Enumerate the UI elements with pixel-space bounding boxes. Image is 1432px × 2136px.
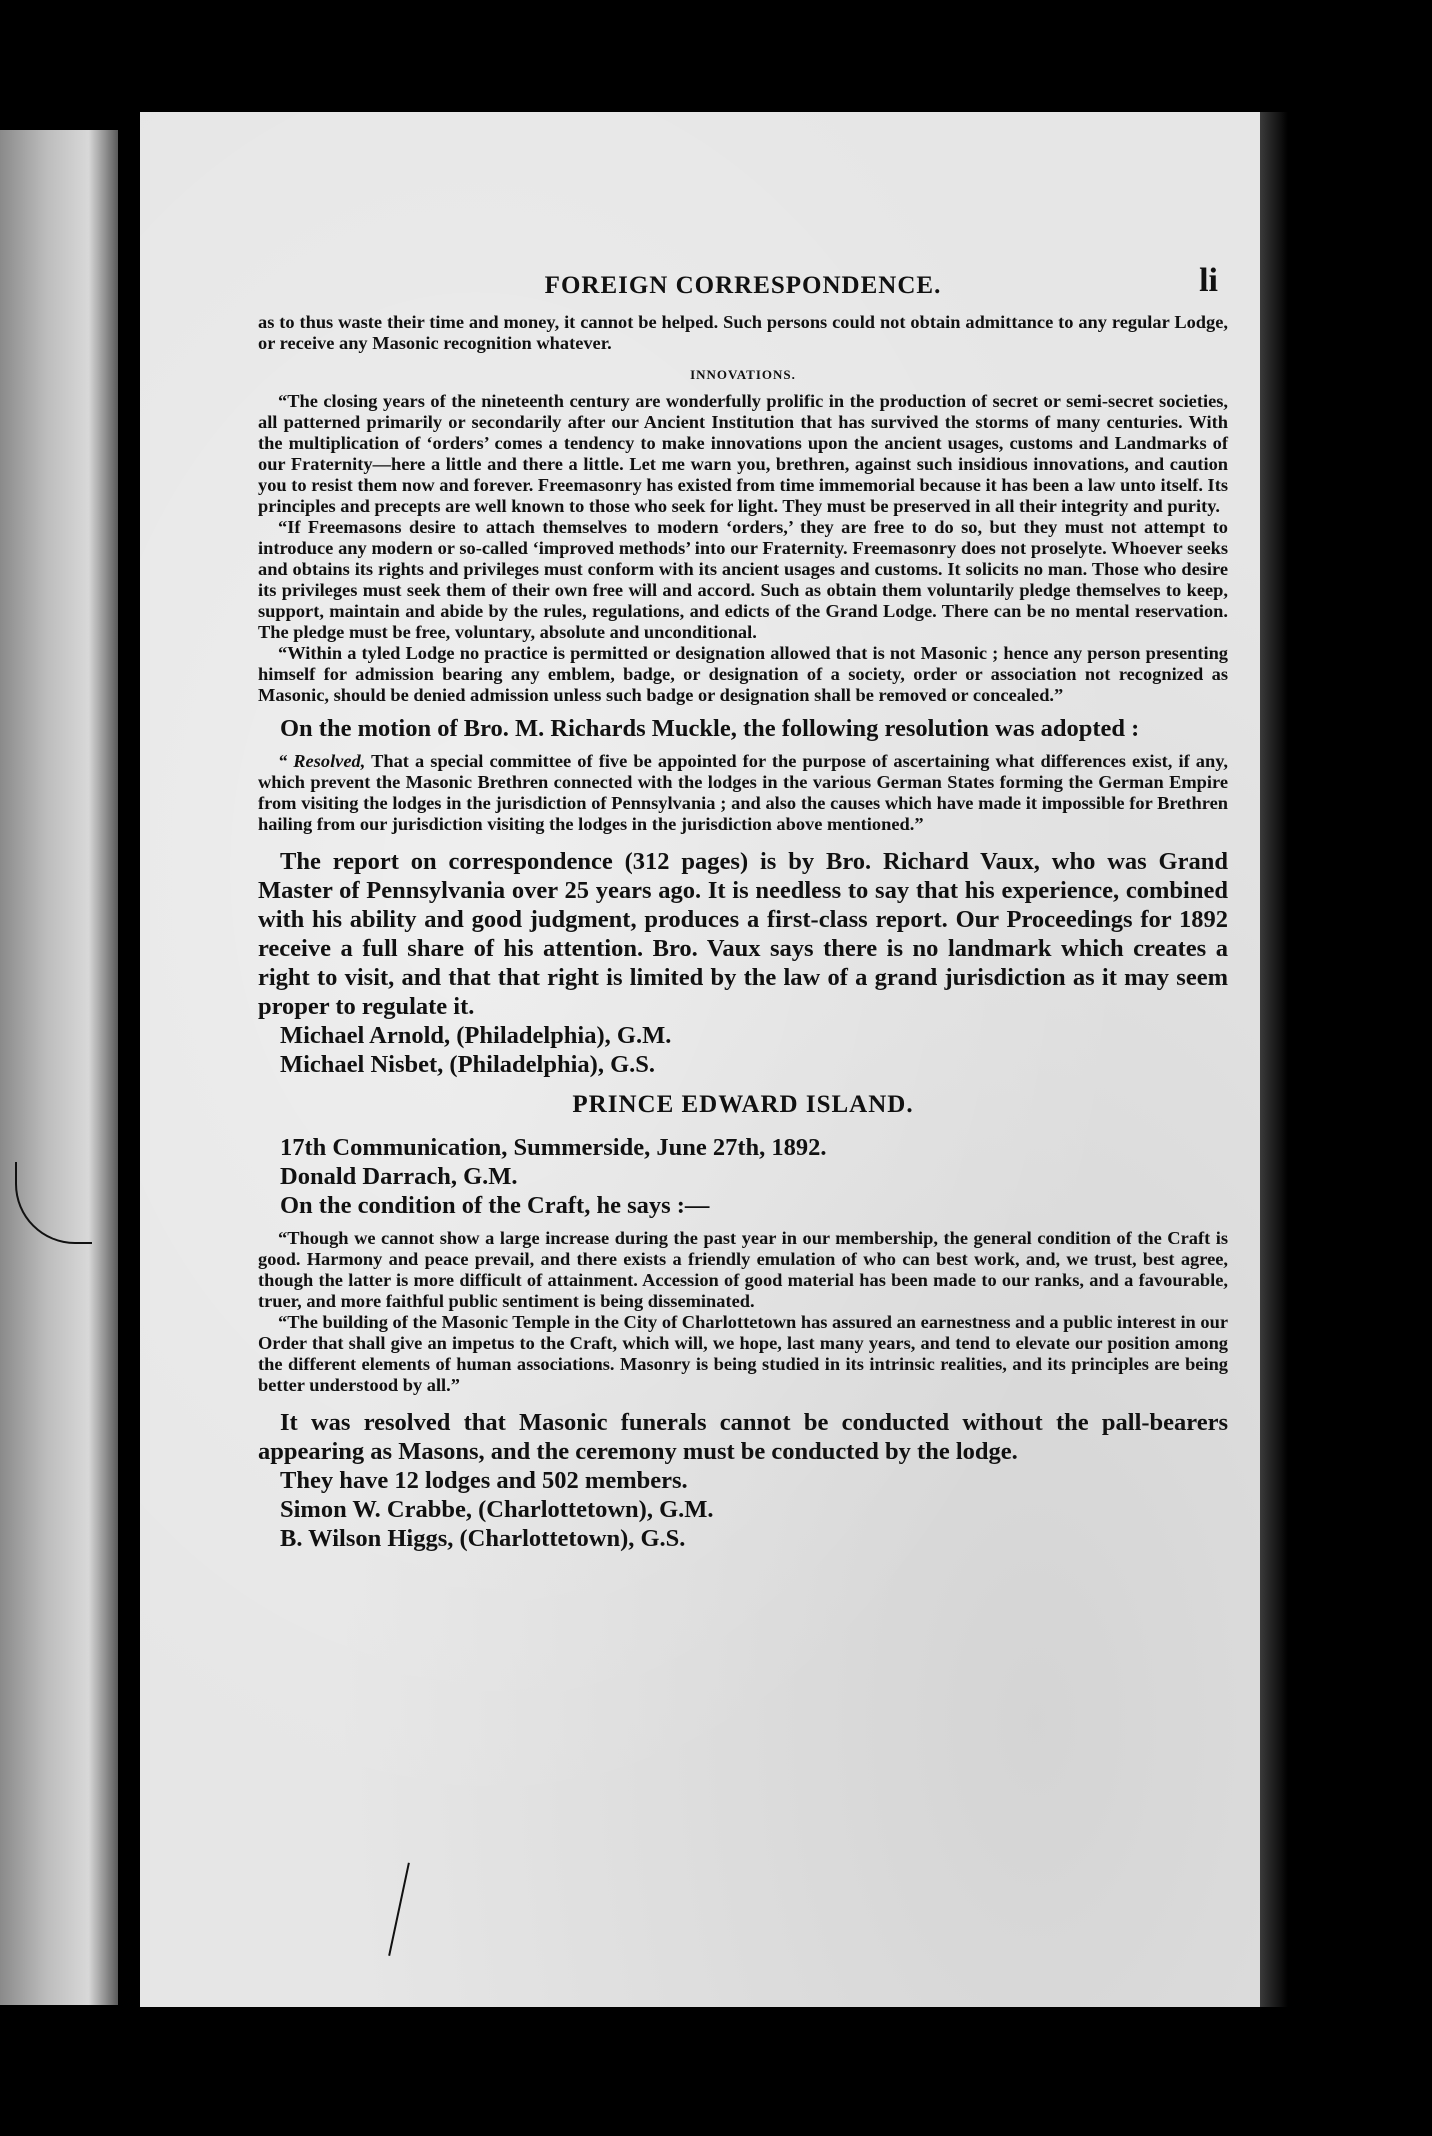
officer-grand-master-pei: Simon W. Crabbe, (Charlottetown), G.M. [280, 1496, 714, 1523]
margin-mark-bottom [388, 1863, 412, 1957]
paragraph-temple: “The building of the Masonic Temple in the City of Charlottetown has assured an earnestness and a public interest in our Order that shall give an impetus to the Craft, which will, we hope, last many years, and tend to elevate our position among the different elements of human associations. Masonry is being studied in its intrinsic realities, and its principles are being better understood by all.” [258, 1312, 1228, 1395]
craft-condition-line: On the condition of the Craft, he says :— [280, 1192, 710, 1219]
running-head [258, 262, 1228, 312]
page-number: li [1199, 262, 1218, 299]
paragraph-tyled-lodge: “Within a tyled Lodge no practice is permitted or designation allowed that is not Masonic ; hence any person presenting himself for admission bearing any emblem, badge, or designation of a society, order or association not recognized as Masonic, should be denied admission unless such badge or designation shall be removed or concealed.” [258, 643, 1228, 705]
pei-address-block [258, 1228, 1228, 1396]
grand-master-line: Donald Darrach, G.M. [280, 1163, 518, 1190]
page-text [258, 262, 1228, 1553]
innovations-heading: INNOVATIONS. [690, 367, 796, 382]
resolution-block [258, 751, 1228, 835]
members-line: They have 12 lodges and 502 members. [280, 1467, 688, 1494]
officer-grand-master: Michael Arnold, (Philadelphia), G.M. [280, 1022, 672, 1049]
officer-grand-secretary: Michael Nisbet, (Philadelphia), G.S. [280, 1051, 656, 1078]
resolved-lead: “ Resolved, [278, 751, 366, 771]
facing-page-edge [0, 130, 118, 2005]
paragraph-funerals: It was resolved that Masonic funerals cannot be conducted without the pall-bearers appearing as Masons, and the ceremony must be conducted by the lodge. [258, 1409, 1228, 1465]
paragraph-motion: On the motion of Bro. M. Richards Muckle, the following resolution was adopted : [280, 715, 1140, 742]
quoted-address-block [258, 312, 1228, 706]
paragraph-closing-years: “The closing years of the nineteenth century are wonderfully prolific in the production of secret or semi-secret societies, all patterned primarily or secondarily after our Ancient Institution that has survived the storms of many centuries. With the multiplication of ‘orders’ comes a tendency to make innovations upon the ancient usages, customs and Landmarks of our Fraternity—here a little and there a little. Let me warn you, brethren, against such insidious innovations, and caution you to resist them now and forever. Freemasonry has existed from time immemorial because it has been a law unto itself. Its principles and precepts are well known to those who seek for light. They must be preserved in all their integrity and purity. [258, 391, 1228, 516]
officer-grand-secretary-pei: B. Wilson Higgs, (Charlottetown), G.S. [280, 1525, 686, 1552]
book-page [140, 112, 1260, 2007]
paragraph-report: The report on correspondence (312 pages) is by Bro. Richard Vaux, who was Grand Master of Pennsylvania over 25 years ago. It is needless to say that his experience, combined with his ability and good judgment, produces a first-class report. Our Proceedings for 1892 receive a full share of his attention. Bro. Vaux says there is no landmark which creates a right to visit, and that that right is limited by the law of a grand jurisdiction as it may seem proper to regulate it. [258, 848, 1228, 1020]
communication-line: 17th Communication, Summerside, June 27th, 1892. [280, 1134, 827, 1161]
running-title: FOREIGN CORRESPONDENCE. [544, 272, 942, 299]
resolution-text: That a special committee of five be appointed for the purpose of ascertaining what differences exist, if any, which prevent the Masonic Brethren connected with the lodges in the various German States forming the German Empire from visiting the lodges in the jurisdiction of Pennsylvania ; and also the causes which have made it impossible for Brethren hailing from our jurisdiction visiting the lodges in the jurisdiction above mentioned.” [258, 751, 1228, 834]
paragraph-resolution [258, 751, 1228, 835]
paragraph-membership: “Though we cannot show a large increase during the past year in our membership, the general condition of the Craft is good. Harmony and peace prevail, and there exists a friendly emulation of who can best work, and, we trust, best agree, though the latter is more difficult of attainment. Accession of good material has been made to our ranks, and a favourable, truer, and more faithful public sentiment is being disseminated. [258, 1228, 1228, 1311]
paragraph-modern-orders: “If Freemasons desire to attach themselves to modern ‘orders,’ they are free to do so, but they must not attempt to introduce any modern or so-called ‘improved methods’ into our Fraternity. Freemasonry does not proselyte. Whoever seeks and obtains its rights and privileges must conform with its ancient usages and customs. It solicits no man. Those who desire its privileges must seek them of their own free will and accord. Such as obtain them voluntarily pledge themselves to keep, support, maintain and abide by the rules, regulations, and edicts of the Grand Lodge. There can be no mental reservation. The pledge must be free, voluntary, absolute and unconditional. [258, 517, 1228, 642]
section-title: PRINCE EDWARD ISLAND. [572, 1091, 914, 1118]
page-gutter-shadow [1260, 112, 1288, 2007]
paragraph-continued: as to thus waste their time and money, it cannot be helped. Such persons could not obtain admittance to any regular Lodge, or receive any Masonic recognition whatever. [258, 312, 1228, 353]
